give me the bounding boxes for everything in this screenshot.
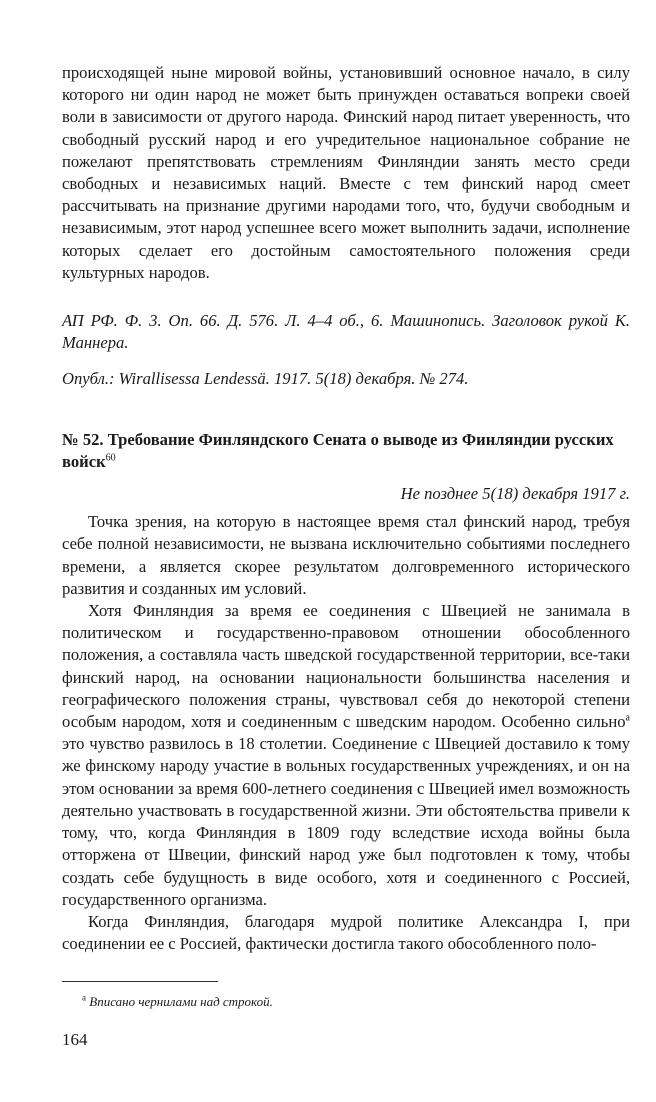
paragraph-2-text-start: Хотя Финляндия за время ее соединения с Швецией не занимала в политическом и государственно-правовом отношении обособленного положения, а составляла часть шведской государственной территории, все-таки финский народ, на основании национальности большинства населения и географического положения страны, чувствовал себя до некоторой степени особым народом, хотя и соединенным с шведским народом. Особенно сильно — [62, 601, 630, 732]
document-date: Не позднее 5(18) декабря 1917 г. — [400, 484, 630, 504]
footnote-divider — [62, 981, 218, 982]
page-number: 164 — [62, 1030, 88, 1049]
archive-source-note: АП РФ. Ф. 3. Оп. 66. Д. 576. Л. 4–4 об., 6. Машинопись. Заголовок рукой К. Маннера. — [62, 311, 630, 353]
document-paragraph-2 — [62, 600, 630, 911]
document-paragraph-1: Точка зрения, на которую в настоящее время стал финский народ, требуя себе полной независимости, не вызвана исключительно событиями последнего времени, а является скорее результатом долговременного исторического развития и созданных им условий. — [62, 512, 630, 598]
publication-source-note: Опубл.: Wirallisessa Lendessä. 1917. 5(18) декабря. № 274. — [62, 369, 469, 389]
document-heading-text: № 52. Требование Финляндского Сената о выводе из Финляндии русских войск — [62, 429, 614, 471]
page-body — [62, 62, 630, 955]
document-paragraph-3: Когда Финляндия, благодаря мудрой политике Александра I, при соединении ее с Россией, фактически достигла такого обособленного поло- — [62, 911, 630, 954]
footnote — [82, 993, 273, 1011]
paragraph-2-note-ref: a — [625, 712, 630, 724]
footnote-text: Вписано чернилами над строкой. — [86, 994, 273, 1009]
heading-note-ref: 60 — [105, 452, 116, 464]
footnote-marker: a — [82, 992, 86, 1003]
top-paragraph: происходящей ныне мировой войны, установивший основное начало, в силу которого ни один народ не может быть принужден оставаться вопреки своей воли в зависимости от другого народа. Финский народ питает уверенность, что свободный русский народ и его учредительное национальное собрание не пожелают препятствовать стремлениям Финляндии занять место среди свободных и независимых наций. Вместе с тем финский народ смеет рассчитывать на признание другими народами того, что, будучи свободным и независимым, этот народ успешнее всего может выполнить задачи, исполнение которых сделает его достойным самостоятельного положения среди культурных народов. — [62, 63, 630, 282]
paragraph-2-text-end: это чувство развилось в 18 столетии. Соединение с Швецией доставило к тому же финскому народу участие в вольных государственных учреждениях, и он на этом основании за время 600-летнего соединения с Швецией имел возможность деятельно участвовать в государственной жизни. Эти обстоятельства привели к тому, что, когда Финляндия в 1809 году вследствие исхода войны была отторжена от Швеции, финский народ уже был подготовлен к тому, чтобы создать себе будущность в виде особого, хотя и соединенного с Россией, государственного организма. — [62, 734, 630, 909]
document-heading — [62, 429, 630, 473]
